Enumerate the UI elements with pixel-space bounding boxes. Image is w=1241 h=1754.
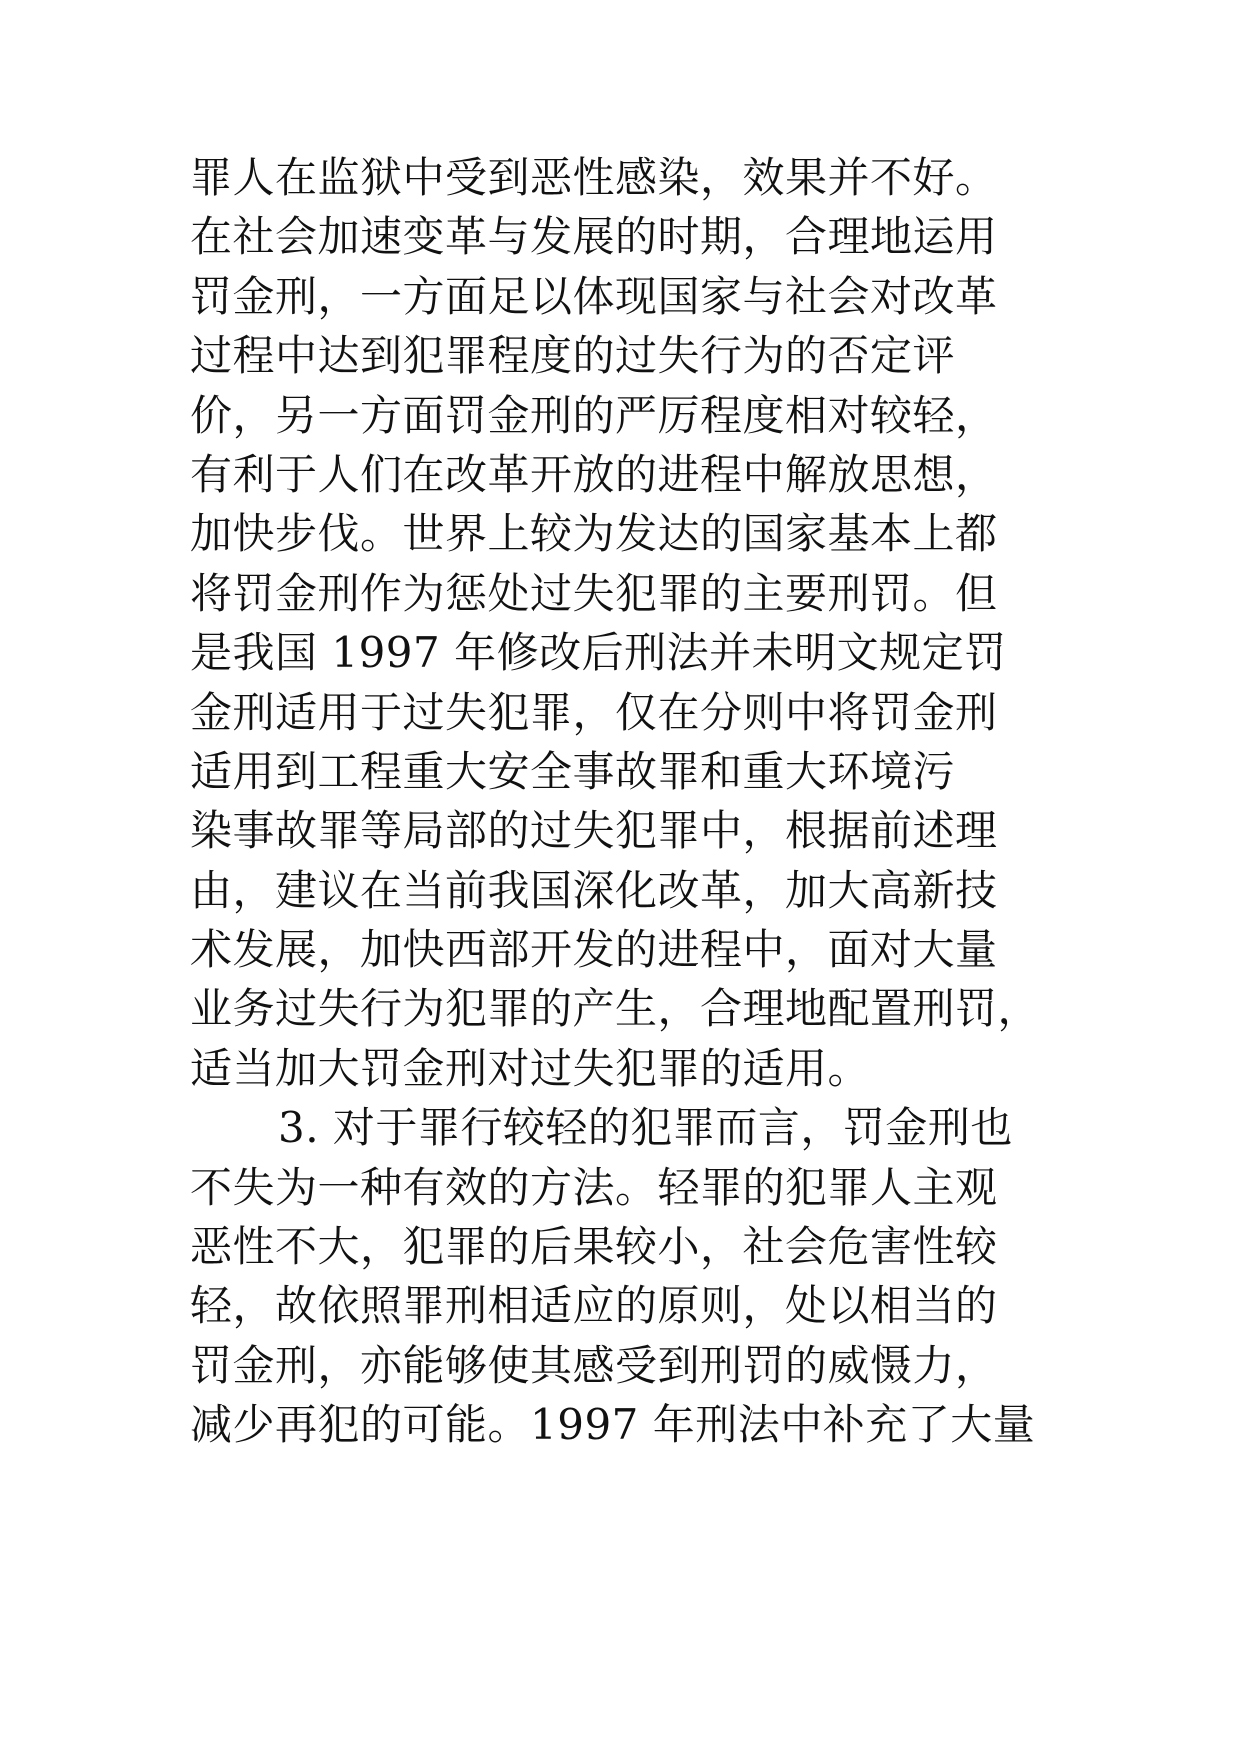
text-line: 恶性不大，犯罪的后果较小，社会危害性较 [190,1222,998,1272]
text-line: 罚金刑，亦能够使其感受到刑罚的威慑力， [190,1340,998,1390]
text-line: 不失为一种有效的方法。轻罪的犯罪人主观 [190,1162,998,1212]
text-line: 术发展，加快西部开发的进程中，面对大量 [190,925,998,975]
text-line: 在社会加速变革与发展的时期，合理地运用 [190,212,998,262]
paragraph-start-line: 3. 对于罪行较轻的犯罪而言，罚金刑也 [278,1103,1013,1153]
text-line: 有利于人们在改革开放的进程中解放思想， [190,449,998,499]
text-line: 过程中达到犯罪程度的过失行为的否定评 [190,331,956,381]
text-line: 由，建议在当前我国深化改革，加大高新技 [190,865,998,915]
text-line: 是我国 1997 年修改后刑法并未明文规定罚 [190,628,1007,678]
text-line: 价，另一方面罚金刑的严厉程度相对较轻， [190,390,998,440]
text-line: 罪人在监狱中受到恶性感染，效果并不好。 [190,153,998,202]
text-line: 将罚金刑作为惩处过失犯罪的主要刑罚。但 [190,568,998,618]
body-text [190,148,1070,1455]
text-line: 染事故罪等局部的过失犯罪中，根据前述理 [190,806,998,856]
text-line: 减少再犯的可能。1997 年刑法中补充了大量 [190,1400,1036,1450]
text-line: 加快步伐。世界上较为发达的国家基本上都 [190,509,998,559]
text-line: 轻，故依照罪刑相适应的原则，处以相当的 [190,1281,998,1331]
text-line: 适当加大罚金刑对过失犯罪的适用。 [190,1043,871,1093]
text-line: 罚金刑，一方面足以体现国家与社会对改革 [190,271,998,321]
text-line: 业务过失行为犯罪的产生，合理地配置刑罚， [190,984,1041,1034]
text-line: 适用到工程重大安全事故罪和重大环境污 [190,746,956,796]
text-line: 金刑适用于过失犯罪，仅在分则中将罚金刑 [190,687,998,737]
